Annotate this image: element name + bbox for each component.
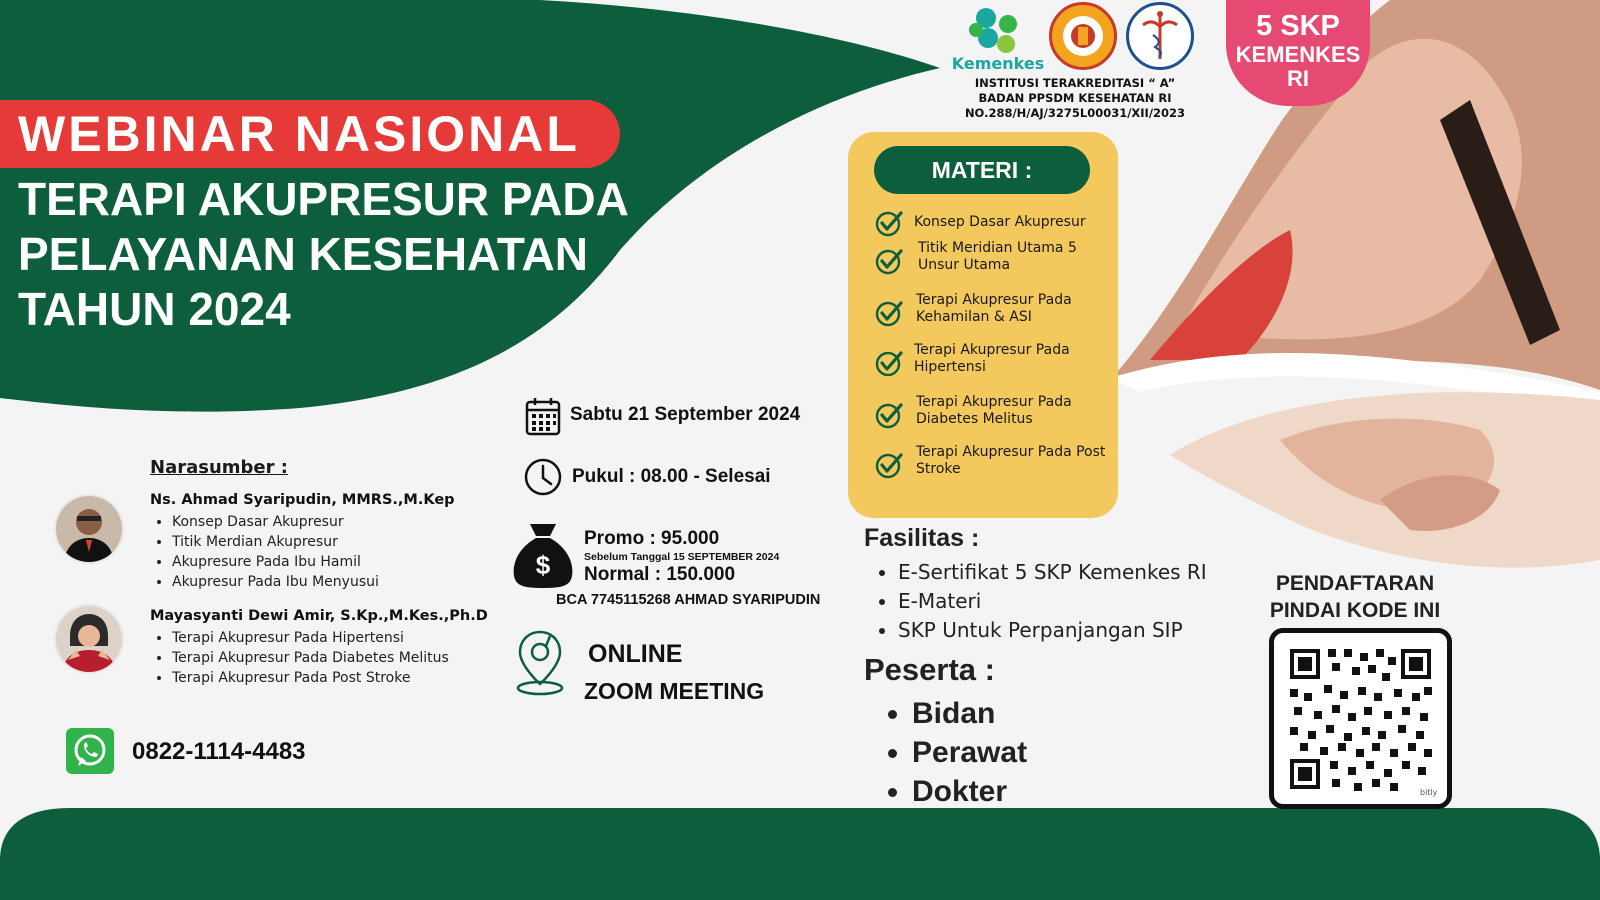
kemenkes-logo (948, 4, 1048, 74)
accreditation-line-3: NO.288/H/AJ/3275L00031/XII/2023 (964, 106, 1186, 120)
speaker-topic: • Konsep Dasar Akupresur (172, 512, 379, 532)
peserta-item: • Dokter (912, 772, 1027, 811)
skp-badge-line-2: KEMENKES (1235, 42, 1361, 67)
webinar-title: WEBINAR NASIONAL (18, 106, 580, 162)
speaker-topic: • Terapi Akupresur Pada Hipertensi (172, 628, 449, 648)
materi-item (874, 240, 1114, 282)
money-bag-icon (510, 520, 576, 590)
check-circle-icon (874, 298, 904, 328)
accreditation-line-2: BADAN PPSDM KESEHATAN RI (978, 91, 1172, 105)
speaker-2-name: Mayasyanti Dewi Amir, S.Kp.,M.Kes.,Ph.D (150, 608, 488, 624)
fasilitas-item: • E-Sertifikat 5 SKP Kemenkes RI (898, 558, 1207, 587)
speaker-topic: • Akupresure Pada Ibu Hamil (172, 552, 379, 572)
caduceus-seal-logo (1126, 2, 1194, 70)
materi-item (874, 292, 1114, 334)
materi-item (874, 444, 1114, 486)
subtitle-line-3: TAHUN 2024 (18, 283, 291, 335)
registration-line-1: PENDAFTARAN (1275, 572, 1435, 595)
contact-phone[interactable]: 0822-1114-4483 (132, 738, 306, 765)
materi-item-text: Terapi Akupresur Pada Post Stroke (916, 444, 1106, 477)
speaker-topic: • Titik Merdian Akupresur (172, 532, 379, 552)
peserta-heading: Peserta : (864, 652, 995, 687)
accreditation-line-1: INSTITUSI TERAKREDITASI “ A” (974, 76, 1176, 90)
promo-deadline: Sebelum Tanggal 15 SEPTEMBER 2024 (584, 551, 780, 563)
kemenkes-flower-icon (948, 4, 1048, 56)
speaker-2-photo (54, 604, 124, 674)
narasumber-heading: Narasumber : (150, 457, 288, 478)
fasilitas-heading: Fasilitas : (864, 524, 980, 552)
subtitle-line-2: PELAYANAN KESEHATAN (18, 228, 588, 280)
speaker-2-topics (172, 628, 449, 688)
qr-code-icon (1274, 633, 1447, 804)
check-circle-icon (874, 246, 904, 276)
fasilitas-item: • SKP Untuk Perpanjangan SIP (898, 616, 1207, 645)
speaker-1-photo (54, 494, 124, 564)
event-mode: ONLINE (588, 640, 683, 668)
peserta-item: • Bidan (912, 694, 1027, 733)
subtitle-line-1: TERAPI AKUPRESUR PADA (18, 173, 629, 225)
skp-badge-line-3: RI (1287, 66, 1309, 91)
fasilitas-list (898, 558, 1207, 645)
registration-cta (1250, 570, 1460, 624)
kemenkes-wordmark: Kemenkes (951, 54, 1045, 73)
svg-text:$: $ (535, 550, 551, 580)
materi-item-text: Titik Meridian Utama 5 Unsur Utama (918, 240, 1077, 273)
ppni-seal-logo (1049, 2, 1117, 70)
webinar-subtitle (18, 172, 629, 337)
materi-item-text: Terapi Akupresur Pada Diabetes Melitus (916, 394, 1072, 427)
materi-item (874, 208, 1114, 244)
location-pin-icon (512, 628, 568, 698)
speaker-1-topics (172, 512, 379, 592)
event-time: Pukul : 08.00 - Selesai (572, 466, 771, 487)
fasilitas-item: • E-Materi (898, 587, 1207, 616)
peserta-item: • Perawat (912, 733, 1027, 772)
materi-card (848, 132, 1118, 518)
skp-badge (1226, 0, 1370, 106)
registration-line-2: PINDAI KODE INI (1269, 599, 1441, 622)
speaker-topic: • Terapi Akupresur Pada Post Stroke (172, 668, 449, 688)
speaker-topic: • Terapi Akupresur Pada Diabetes Melitus (172, 648, 449, 668)
materi-item (874, 394, 1114, 436)
registration-qr-code[interactable] (1269, 628, 1452, 809)
qr-label: bitly (1420, 788, 1438, 797)
event-platform: ZOOM MEETING (584, 678, 765, 704)
skp-badge-line-1: 5 SKP (1256, 10, 1340, 42)
whatsapp-icon[interactable] (66, 728, 114, 774)
calendar-icon (524, 396, 562, 436)
materi-item-text: Konsep Dasar Akupresur (914, 214, 1086, 230)
institution-accreditation (950, 76, 1200, 121)
event-date: Sabtu 21 September 2024 (570, 404, 801, 425)
normal-price: Normal : 150.000 (584, 564, 736, 585)
clock-icon (523, 457, 563, 497)
check-circle-icon (874, 450, 904, 480)
materi-item-text: Terapi Akupresur Pada Kehamilan & ASI (916, 292, 1072, 325)
materi-heading: MATERI : (874, 146, 1090, 194)
promo-price: Promo : 95.000 (584, 528, 720, 549)
speaker-topic: • Akupresur Pada Ibu Menyusui (172, 572, 379, 592)
materi-item-text: Terapi Akupresur Pada Hipertensi (914, 342, 1070, 375)
check-circle-icon (874, 400, 904, 430)
check-circle-icon (874, 348, 904, 378)
materi-item (874, 342, 1114, 384)
speaker-1-name: Ns. Ahmad Syaripudin, MMRS.,M.Kep (150, 492, 455, 508)
peserta-list (912, 694, 1027, 811)
check-circle-icon (874, 208, 904, 238)
bank-account: BCA 7745115268 AHMAD SYARIPUDIN (556, 592, 821, 608)
